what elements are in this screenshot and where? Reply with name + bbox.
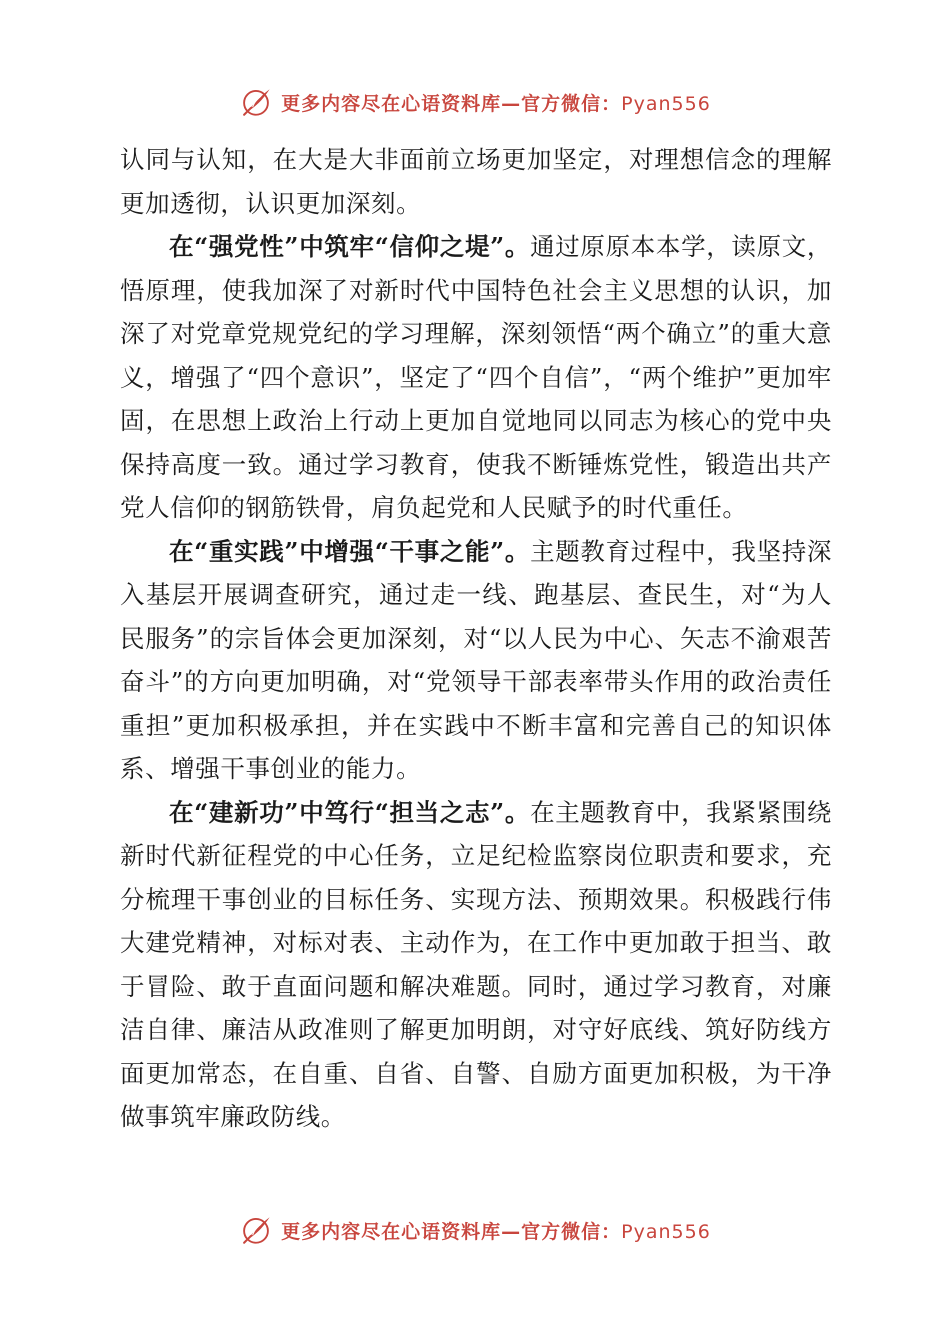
paragraph-continuation bbox=[120, 138, 832, 225]
paragraph-body: 主题教育过程中，我坚持深入基层开展调查研究，通过走一线、跑基层、查民生，对“为人民服务”的宗旨体会更加深刻，对“以人民为中心、矢志不渝艰苦奋斗”的方向更加明确，对“党领导干部表率带头作用的政治责任重担”更加积极承担，并在实践中不断丰富和完善自己的知识体系、增强干事创业的能力。 bbox=[120, 536, 833, 783]
footer-watermark-banner bbox=[0, 1210, 950, 1250]
document-body bbox=[120, 138, 832, 1139]
feather-pen-logo-icon bbox=[239, 85, 273, 119]
paragraph-practice bbox=[120, 530, 832, 791]
banner-text: 更多内容尽在心语资料库—官方微信：Pyan556 bbox=[281, 92, 711, 115]
paragraph-heading: 在“强党性”中筑牢“信仰之堤”。 bbox=[169, 232, 531, 261]
wechat-id: Pyan556 bbox=[621, 92, 711, 115]
banner-text: 更多内容尽在心语资料库—官方微信：Pyan556 bbox=[281, 1220, 711, 1243]
paragraph-heading: 在“建新功”中笃行“担当之志”。 bbox=[169, 797, 531, 827]
wechat-id: Pyan556 bbox=[621, 1220, 711, 1243]
header-watermark-banner bbox=[0, 82, 950, 122]
paragraph-body: 在主题教育中，我紧紧围绕新时代新征程党的中心任务，立足纪检监察岗位职责和要求，充分梳理干事创业的目标任务、实现方法、预期效果。积极践行伟大建党精神，对标对表、主动作为，在工作中更加敢于担当、敢于冒险、敢于直面问题和解决难题。同时，通过学习教育，对廉洁自律、廉洁从政准则了解更加明朗，对守好底线、筑好防线方面更加常态，在自重、自省、自警、自励方面更加积极，为干净做事筑牢廉政防线。 bbox=[120, 797, 833, 1131]
feather-pen-logo-icon bbox=[239, 1213, 273, 1247]
paragraph-new-achievements bbox=[120, 791, 832, 1139]
paragraph-heading: 在“重实践”中增强“干事之能”。 bbox=[169, 536, 531, 566]
paragraph-body: 通过原原本本学，读原文，悟原理，使我加深了对新时代中国特色社会主义思想的认识，加深了对党章党规党纪的学习理解，深刻领悟“两个确立”的重大意义，增强了“四个意识”，坚定了“四个自信”，“两个维护”更加牢固，在思想上政治上行动上更加自觉地同以同志为核心的党中央保持高度一致。通过学习教育，使我不断锤炼党性，锻造出共产党人信仰的钢筋铁骨，肩负起党和人民赋予的时代重任。 bbox=[120, 232, 833, 522]
paragraph-party-spirit bbox=[120, 225, 832, 530]
paragraph-body: 认同与认知，在大是大非面前立场更加坚定，对理想信念的理解更加透彻，认识更加深刻。 bbox=[120, 145, 832, 218]
